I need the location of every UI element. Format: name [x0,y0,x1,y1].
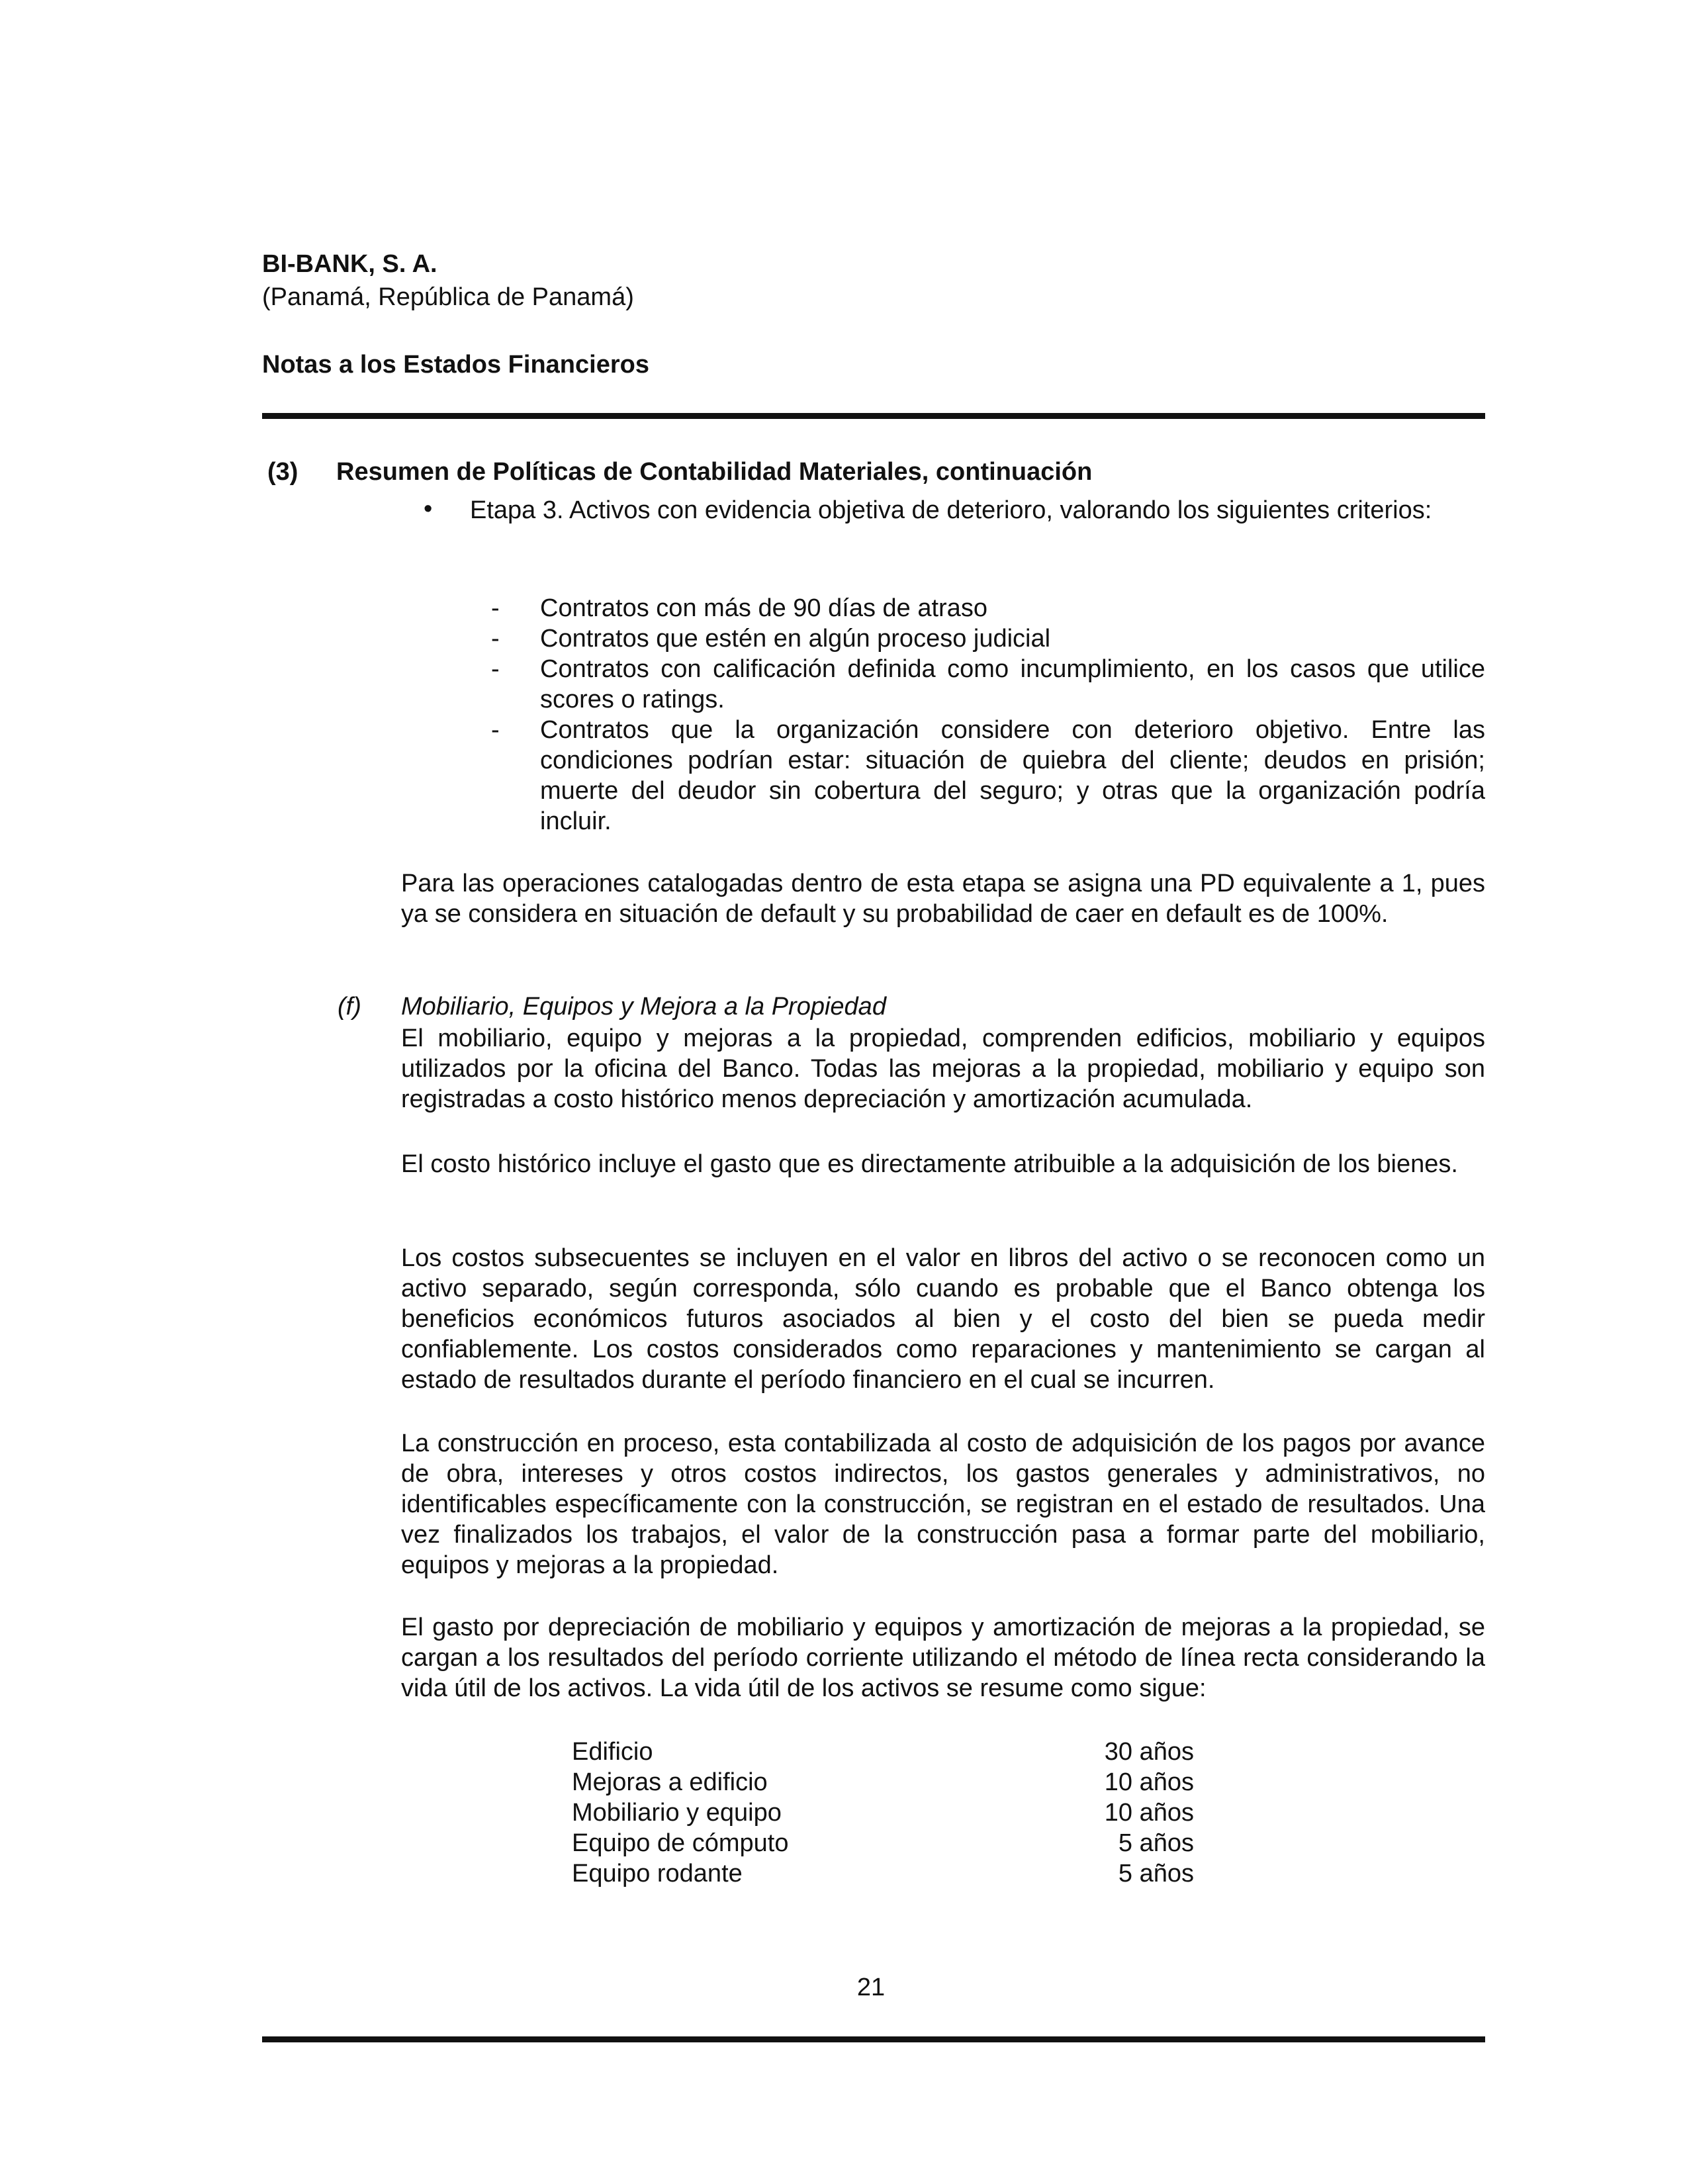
asset-name: Mobiliario y equipo [572,1799,782,1827]
criteria-text: Contratos con calificación definida como incumplimiento, en los casos que utilice scores o ratings. [540,655,1485,713]
table-row [572,1797,1194,1828]
company-name: BI-BANK, S. A. [262,250,437,278]
subsection-letter: (f) [338,993,361,1021]
page-number: 21 [856,1974,886,2001]
paragraph: El costo histórico incluye el gasto que es directamente atribuible a la adquisición de los bienes. [401,1150,1458,1178]
bullet-icon: • [424,495,433,523]
useful-life-table [572,1737,1194,1889]
asset-name: Equipo rodante [572,1860,743,1888]
criteria-item [487,654,1485,715]
criteria-item [487,715,1485,837]
criteria-text: Contratos que la organización considere con deterioro objetivo. Entre las condiciones podrían estar: situación de quiebra del cliente; deudos en prisión; muerte del deudor sin cobertura del seguro; y otras que la organización podría incluir. [540,716,1485,835]
dash-icon: - [491,625,500,653]
asset-years: 5 años [1118,1860,1194,1888]
asset-years: 10 años [1104,1799,1194,1827]
header-divider [262,413,1485,419]
page-title: Notas a los Estados Financieros [262,351,649,379]
criteria-text: Contratos con más de 90 días de atraso [540,594,987,622]
asset-years: 30 años [1104,1738,1194,1766]
section-title: Resumen de Políticas de Contabilidad Materiales, continuación [336,458,1093,486]
criteria-item [487,623,1485,654]
asset-name: Edificio [572,1738,653,1766]
paragraph: Los costos subsecuentes se incluyen en el valor en libros del activo o se reconocen como un activo separado, según corresponda, sólo cuando es probable que el Banco obtenga los beneficios económicos futuros asociados al bien y el costo del bien se pueda medir confiablemente. Los costos considerados como reparaciones y mantenimiento se cargan al estado de resultados durante el período financiero en el cual se incurren. [401,1244,1485,1394]
paragraph: El mobiliario, equipo y mejoras a la propiedad, comprenden edificios, mobiliario y equipos utilizados por la oficina del Banco. Todas las mejoras a la propiedad, mobiliario y equipo son registradas a costo histórico menos depreciación y amortización acumulada. [401,1024,1485,1113]
criteria-list [487,593,1485,837]
dash-icon: - [491,716,500,744]
criteria-item [487,593,1485,623]
asset-name: Mejoras a edificio [572,1768,768,1796]
company-country: (Panamá, República de Panamá) [262,283,634,311]
dash-icon: - [491,655,500,683]
stage3-text: Etapa 3. Activos con evidencia objetiva de deterioro, valorando los siguientes criterios: [470,496,1432,524]
section-number: (3) [267,458,298,486]
stage3-closing-paragraph: Para las operaciones catalogadas dentro de esta etapa se asigna una PD equivalente a 1, pues ya se considera en situación de default y su probabilidad de caer en default es de 100%. [401,870,1485,928]
table-row [572,1767,1194,1797]
subsection-title: Mobiliario, Equipos y Mejora a la Propiedad [401,993,886,1021]
table-row [572,1828,1194,1858]
table-row [572,1737,1194,1767]
asset-years: 5 años [1118,1829,1194,1857]
paragraph: La construcción en proceso, esta contabilizada al costo de adquisición de los pagos por avance de obra, intereses y otros costos indirectos, los gastos generales y administrativos, no identificables específicamente con la construcción, se registran en el estado de resultados. Una vez finalizados los trabajos, el valor de la construcción pasa a formar parte del mobiliario, equipos y mejoras a la propiedad. [401,1430,1485,1579]
criteria-text: Contratos que estén en algún proceso judicial [540,625,1051,653]
dash-icon: - [491,594,500,622]
paragraph: El gasto por depreciación de mobiliario y equipos y amortización de mejoras a la propiedad, se cargan a los resultados del período corriente utilizando el método de línea recta considerando la vida útil de los activos. La vida útil de los activos se resume como sigue: [401,1614,1485,1702]
asset-years: 10 años [1104,1768,1194,1796]
footer-divider [262,2036,1485,2042]
asset-name: Equipo de cómputo [572,1829,789,1857]
table-row [572,1858,1194,1889]
